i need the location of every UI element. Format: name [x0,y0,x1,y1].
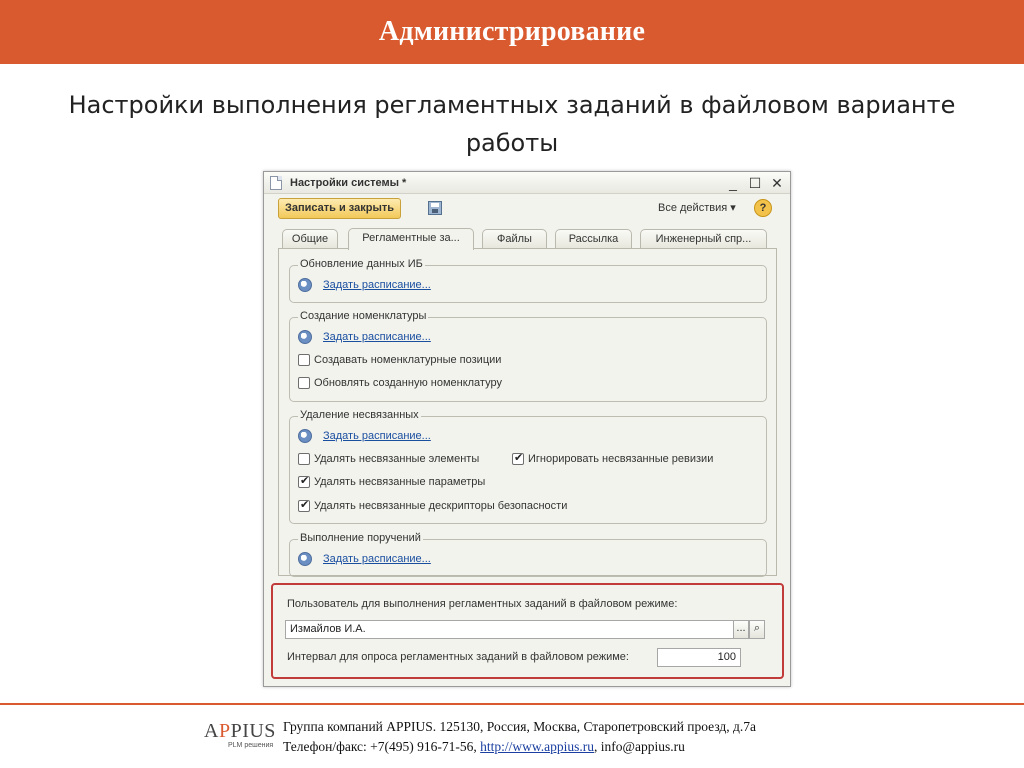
set-schedule-link[interactable]: Задать расписание... [323,553,431,565]
settings-window [263,171,791,687]
slide-title: Настройки выполнения регламентных заданий в файловом варианте работы [68,91,956,157]
clock-icon [298,552,312,566]
checkbox-row[interactable] [298,500,567,512]
footer-phone-line: Телефон/факс: +7(495) 916-71-56, http://www.appius.ru, info@appius.ru [283,739,685,754]
schedule-row [298,552,431,566]
checkbox-row[interactable] [512,453,713,465]
minimize-button[interactable]: _ [729,175,737,191]
user-input[interactable]: Измайлов И.А. [285,620,734,639]
checkbox-label: Удалять несвязанные дескрипторы безопасности [314,500,568,512]
window-toolbar [278,198,778,220]
banner-title: Администрирование [378,16,646,47]
ignore-unlinked-revisions-checkbox[interactable] [512,453,524,465]
checkbox-label: Обновлять созданную номенклатуру [314,377,502,389]
group-legend: Удаление несвязанных [300,409,419,421]
schedule-row [298,330,431,344]
logo-subtitle: PLM решения [228,742,274,749]
footer-contacts [283,717,756,757]
logo-wordmark: APPIUS [204,720,276,742]
window-controls [726,174,784,192]
checkbox-label: Создавать номенклатурные позиции [314,354,502,366]
tab-engineering[interactable]: Инженерный спр... [640,229,767,249]
group-legend: Выполнение поручений [300,532,421,544]
window-titlebar [264,172,790,194]
group-assignments [289,532,767,577]
schedule-row [298,278,431,292]
clock-icon [298,330,312,344]
close-button[interactable]: ✕ [771,175,783,191]
group-db-update [289,258,767,303]
update-nomenclature-checkbox[interactable] [298,377,310,389]
delete-unlinked-params-checkbox[interactable] [298,476,310,488]
delete-unlinked-elements-checkbox[interactable] [298,453,310,465]
checkbox-label: Удалять несвязанные параметры [314,476,486,488]
company-logo [204,720,276,750]
select-user-button[interactable]: ... [733,620,749,639]
set-schedule-link[interactable]: Задать расписание... [323,430,431,442]
maximize-button[interactable]: ☐ [748,175,762,191]
group-unlinked-removal [289,409,767,524]
magnifier-icon[interactable]: ⌕ [749,620,765,639]
window-title: Настройки системы * [290,176,407,189]
save-and-close-button[interactable]: Записать и закрыть [278,198,401,219]
delete-unlinked-descriptors-checkbox[interactable] [298,500,310,512]
group-legend: Обновление данных ИБ [300,258,423,270]
set-schedule-link[interactable]: Задать расписание... [323,279,431,291]
set-schedule-link[interactable]: Задать расписание... [323,331,431,343]
checkbox-row[interactable] [298,453,479,465]
tab-mailing[interactable]: Рассылка [555,229,632,249]
footer-address: Группа компаний APPIUS. 125130, Россия, Москва, Старопетровский проезд, д.7а [283,719,757,734]
group-legend: Создание номенклатуры [300,310,427,322]
interval-field-label: Интервал для опроса регламентных заданий в файловом режиме: [287,651,629,663]
tab-scheduled-jobs[interactable]: Регламентные за... [348,228,474,250]
user-field-label: Пользователь для выполнения регламентных заданий в файловом режиме: [287,598,678,610]
checkbox-label: Удалять несвязанные элементы [314,453,480,465]
footer-divider [0,703,1024,705]
website-link[interactable]: http://www.appius.ru [480,739,595,754]
create-positions-checkbox[interactable] [298,354,310,366]
schedule-row [298,429,431,443]
document-icon [270,176,282,190]
checkbox-label: Игнорировать несвязанные ревизии [528,453,714,465]
checkbox-row[interactable] [298,476,485,488]
header-banner [0,0,1024,64]
clock-icon [298,278,312,292]
checkbox-row[interactable] [298,377,502,389]
interval-input[interactable]: 100 [657,648,741,667]
tab-panel-scheduled-jobs [278,248,777,576]
help-icon[interactable]: ? [754,199,772,217]
tab-general[interactable]: Общие [282,229,338,249]
checkbox-row[interactable] [298,354,501,366]
all-actions-menu[interactable]: Все действия ▾ [658,202,736,214]
group-nomenclature [289,310,767,402]
tab-bar [278,229,778,249]
clock-icon [298,429,312,443]
save-icon[interactable] [428,201,442,215]
tab-files[interactable]: Файлы [482,229,547,249]
